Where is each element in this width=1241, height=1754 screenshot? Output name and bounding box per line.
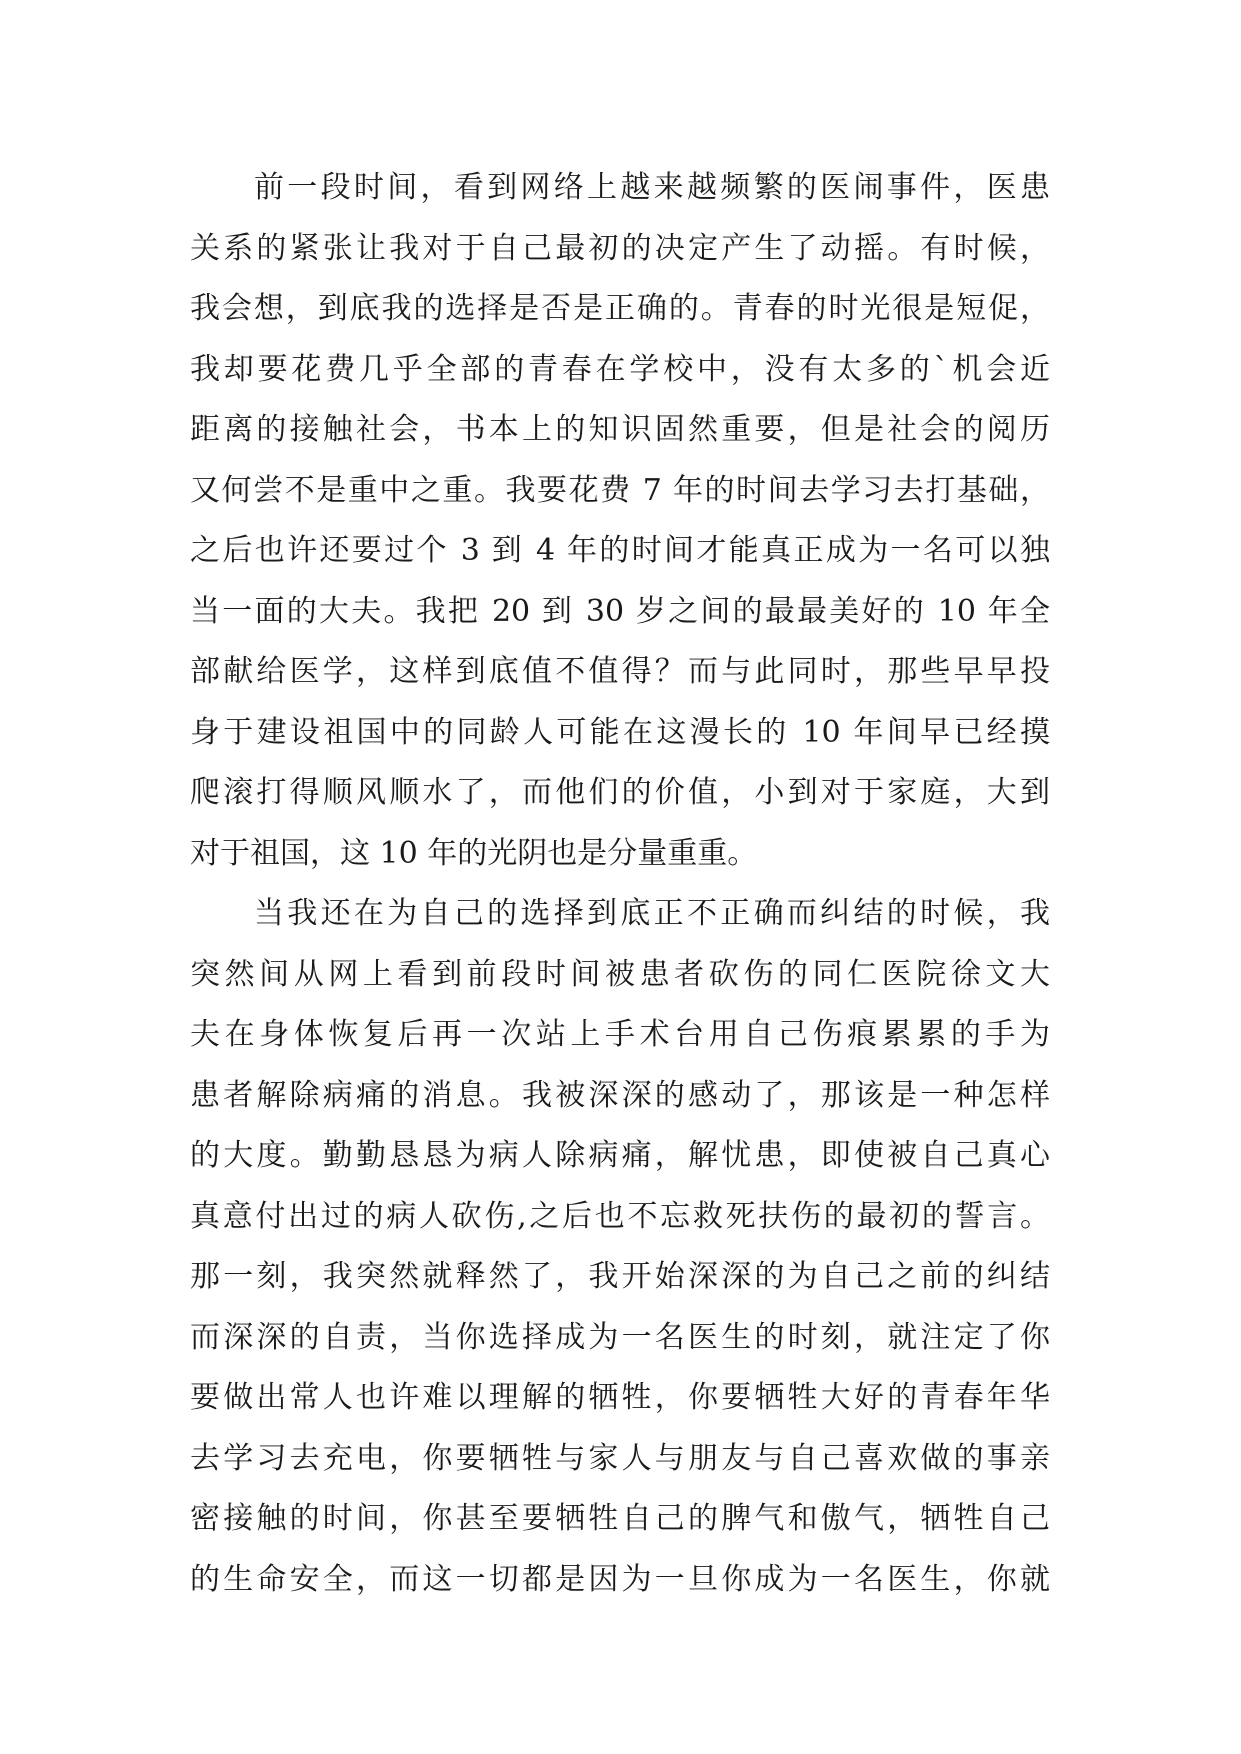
document-body <box>190 158 1050 1610</box>
paragraph-1-line-6: 又何尝不是重中之重。我要花费 7 年的时间去学习去打基础， <box>190 472 1050 508</box>
paragraph-1-line-8: 当一面的大夫。我把 20 到 30 岁之间的最最美好的 10 年全 <box>190 593 1050 629</box>
paragraph-1-line-9: 部献给医学，这样到底值不值得？而与此同时，那些早早投 <box>190 654 1050 689</box>
paragraph-2-line-7: 那一刻，我突然就释然了，我开始深深的为自己之前的纠结 <box>190 1259 1050 1294</box>
paragraph-2-line-4: 患者解除病痛的消息。我被深深的感动了，那该是一种怎样 <box>190 1077 1050 1113</box>
paragraph-1-line-1: 前一段时间，看到网络上越来越频繁的医闹事件，医患 <box>254 170 1050 205</box>
paragraph-2-line-8: 而深深的自责，当你选择成为一名医生的时刻，就注定了你 <box>190 1319 1050 1355</box>
paragraph-2-line-2: 突然间从网上看到前段时间被患者砍伤的同仁医院徐文大 <box>190 956 1050 992</box>
paragraph-2-line-12: 的生命安全，而这一切都是因为一旦你成为一名医生，你就 <box>190 1561 1050 1597</box>
paragraph-1-line-5: 距离的接触社会，书本上的知识固然重要，但是社会的阅历 <box>190 412 1050 447</box>
paragraph-2-line-9: 要做出常人也许难以理解的牺牲，你要牺牲大好的青春年华 <box>190 1380 1050 1415</box>
paragraph-1-line-12: 对于祖国，这 10 年的光阴也是分量重重。 <box>190 835 758 871</box>
paragraph-1-line-3: 我会想，到底我的选择是否是正确的。青春的时光很是短促， <box>190 291 1050 326</box>
paragraph-2-line-6: 真意付出过的病人砍伤,之后也不忘救死扶伤的最初的誓言。 <box>190 1198 1050 1234</box>
paragraph-2-line-11: 密接触的时间，你甚至要牺牲自己的脾气和傲气，牺牲自己 <box>190 1501 1050 1536</box>
paragraph-1-line-4: 我却要花费几乎全部的青春在学校中，没有太多的`机会近 <box>190 351 1050 387</box>
paragraph-2-line-1: 当我还在为自己的选择到底正不正确而纠结的时候，我 <box>254 896 1050 931</box>
paragraph-2-line-5: 的大度。勤勤恳恳为病人除病痛，解忧患，即使被自己真心 <box>190 1138 1050 1173</box>
paragraph-1-line-2: 关系的紧张让我对于自己最初的决定产生了动摇。有时候， <box>190 230 1050 266</box>
paragraph-1-line-7: 之后也许还要过个 3 到 4 年的时间才能真正成为一名可以独 <box>190 533 1050 568</box>
paragraph-2-line-10: 去学习去充电，你要牺牲与家人与朋友与自己喜欢做的事亲 <box>190 1440 1050 1476</box>
paragraph-2-line-3: 夫在身体恢复后再一次站上手术台用自己伤痕累累的手为 <box>190 1017 1050 1052</box>
paragraph-1-line-10: 身于建设祖国中的同龄人可能在这漫长的 10 年间早已经摸 <box>190 714 1050 750</box>
paragraph-1-line-11: 爬滚打得顺风顺水了，而他们的价值，小到对于家庭，大到 <box>190 775 1050 810</box>
